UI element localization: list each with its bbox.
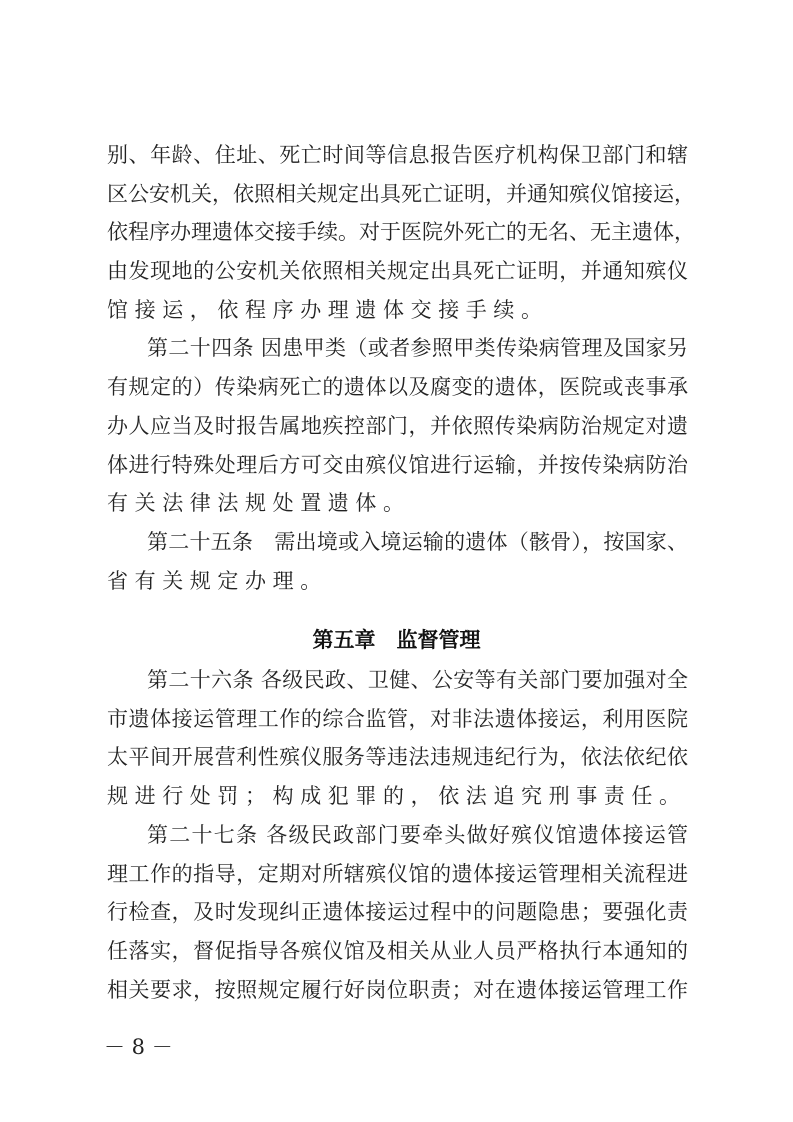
text-line: 依程序办理遗体交接手续。对于医院外死亡的无名、无主遗体， [107, 220, 695, 244]
text-line: 馆接运，依程序办理遗体交接手续。 [107, 298, 549, 322]
text-line: 区公安机关，依照相关规定出具死亡证明，并通知殡仪馆接运， [107, 182, 695, 206]
text-line: 有规定的）传染病死亡的遗体以及腐变的遗体，医院或丧事承 [107, 375, 688, 399]
text-line: 太平间开展营利性殡仪服务等违法违规违纪行为，依法依纪依 [107, 745, 688, 769]
chapter-heading: 第五章 监督管理 [312, 628, 481, 652]
text-line: 体进行特殊处理后方可交由殡仪馆进行运输，并按传染病防治 [107, 453, 688, 477]
text-line: 任落实，督促指导各殡仪馆及相关从业人员严格执行本通知的 [107, 939, 688, 963]
text-line: 别、年龄、住址、死亡时间等信息报告医疗机构保卫部门和辖 [107, 143, 688, 167]
text-line: 相关要求，按照规定履行好岗位职责；对在遗体接运管理工作 [107, 978, 688, 1002]
text-line: 第二十四条 因患甲类（或者参照甲类传染病管理及国家另 [147, 336, 688, 360]
text-line: 理工作的指导，定期对所辖殡仪馆的遗体接运管理相关流程进 [107, 862, 688, 886]
text-line: 办人应当及时报告属地疾控部门，并依照传染病防治规定对遗 [107, 414, 688, 438]
text-line: 第二十六条 各级民政、卫健、公安等有关部门要加强对全 [147, 668, 688, 692]
text-line: 规进行处罚；构成犯罪的，依法追究刑事责任。 [107, 784, 687, 808]
text-line: 有关法律法规处置遗体。 [107, 491, 411, 515]
text-line: 第二十五条 需出境或入境运输的遗体（骸骨），按国家、 [147, 530, 688, 554]
text-line: 市遗体接运管理工作的综合监管，对非法遗体接运，利用医院 [107, 707, 688, 731]
text-line: 由发现地的公安机关依照相关规定出具死亡证明，并通知殡仪 [107, 259, 688, 283]
page-number: － 8 － [104, 1035, 173, 1059]
text-line: 省有关规定办理。 [107, 569, 328, 593]
text-line: 第二十七条 各级民政部门要牵头做好殡仪馆遗体接运管 [147, 823, 688, 847]
text-line: 行检查，及时发现纠正遗体接运过程中的问题隐患；要强化责 [107, 900, 688, 924]
